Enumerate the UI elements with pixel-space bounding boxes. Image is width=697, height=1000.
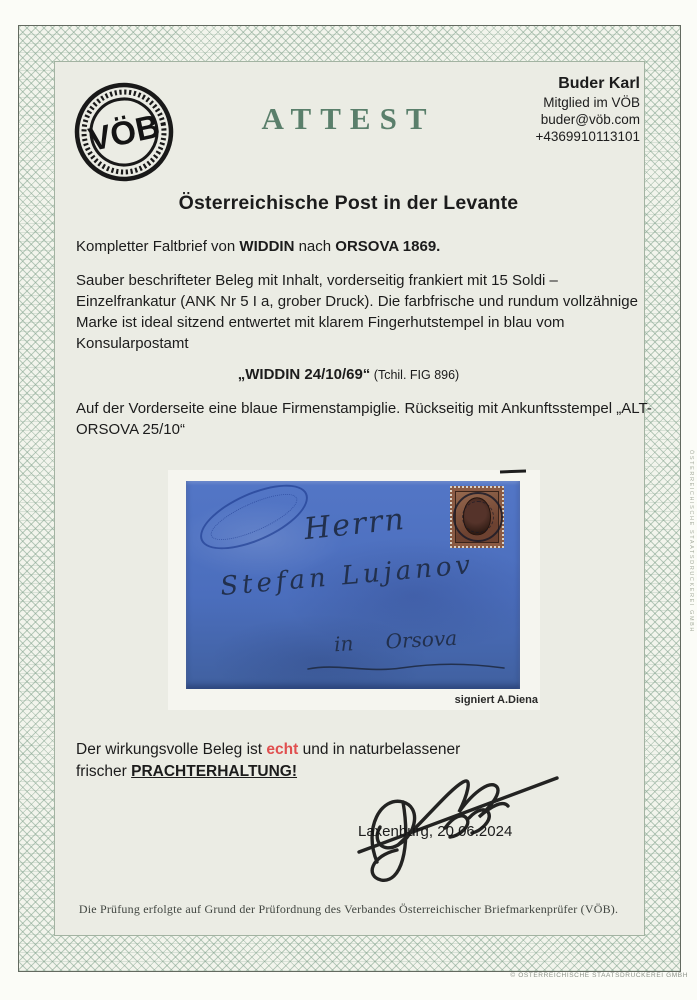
examiner-membership: Mitglied im VÖB <box>543 95 640 110</box>
reverse-note: Auf der Vorderseite eine blaue Firmenstampiglie. Rückseitig mit Ankunftsstempel „ALT-ORSOVA 25/10“ <box>76 400 652 438</box>
attest-title: ATTEST <box>261 101 436 136</box>
company-oval-stamp <box>191 471 316 562</box>
printer-copyright: © ÖSTERREICHISCHE STAATSDRUCKEREI GMBH <box>510 972 688 979</box>
description-paragraph: Sauber beschrifteter Beleg mit Inhalt, vorderseitig frankiert mit 15 Soldi – Einzelfrankatur (ANK Nr 5 I a, grober Druck). Die farbfrische und rundum vollzähnige Marke ist ideal sitzend entwertet mit klarem Fingerhutstempel in blau vom Konsularpostamt <box>76 272 638 352</box>
footer-note: Die Prüfung erfolgte auf Grund der Prüfordnung des Verbandes Österreichischer Briefmarkenprüfer (VÖB). <box>78 902 619 916</box>
verdict-line-1 <box>76 739 460 761</box>
intro-pre: Kompletter Faltbrief von <box>76 238 240 255</box>
place-date: Laxenburg, 20.06.2024 <box>358 823 513 840</box>
intro-origin: WIDDIN <box>239 238 295 255</box>
photo-corner-mark <box>500 470 526 474</box>
photo-caption: signiert A.Diena <box>454 694 538 706</box>
intro-destination: ORSOVA <box>335 238 399 255</box>
examiner-email: buder@vöb.com <box>540 112 640 127</box>
envelope <box>186 481 520 689</box>
address-underline-flourish <box>306 659 506 677</box>
cancel-quote: „WIDDIN 24/10/69“ <box>237 366 371 383</box>
signature-scribble <box>345 762 575 892</box>
postage-stamp <box>450 486 504 548</box>
cancel-reference: (Tchil. FIG 896) <box>370 368 460 382</box>
company-oval-stamp-inner <box>205 485 302 549</box>
examiner-phone: +4369910113101 <box>535 129 640 144</box>
verdict-post: und in naturbelassener <box>298 741 461 758</box>
address-line-2: Stefan Lujanov <box>219 549 476 603</box>
verdict-line2-pre: frischer <box>76 763 132 780</box>
printer-vertical-text: ÖSTERREICHISCHE STAATSDRUCKEREI GMBH <box>688 450 694 633</box>
cancel-ring <box>453 492 503 542</box>
examiner-block <box>536 74 641 145</box>
intro-line <box>76 236 656 257</box>
address-line-3: in Orsova <box>333 625 458 657</box>
intro-mid: nach <box>294 238 336 255</box>
examiner-name: Buder Karl <box>558 75 640 92</box>
cancel-line <box>0 366 697 383</box>
condition-word: PRACHTERHALTUNG! <box>131 763 298 780</box>
cancel-ring-inner <box>462 501 494 533</box>
vob-seal-text: VÖB <box>85 106 163 159</box>
verdict-pre: Der wirkungsvolle Beleg ist <box>76 741 267 758</box>
page-title: Österreichische Post in der Levante <box>178 192 519 214</box>
address-line-1: Herrn <box>302 501 408 548</box>
intro-year: 1869. <box>398 238 441 255</box>
genuine-word: echt <box>266 741 299 758</box>
cover-photo <box>168 470 540 710</box>
